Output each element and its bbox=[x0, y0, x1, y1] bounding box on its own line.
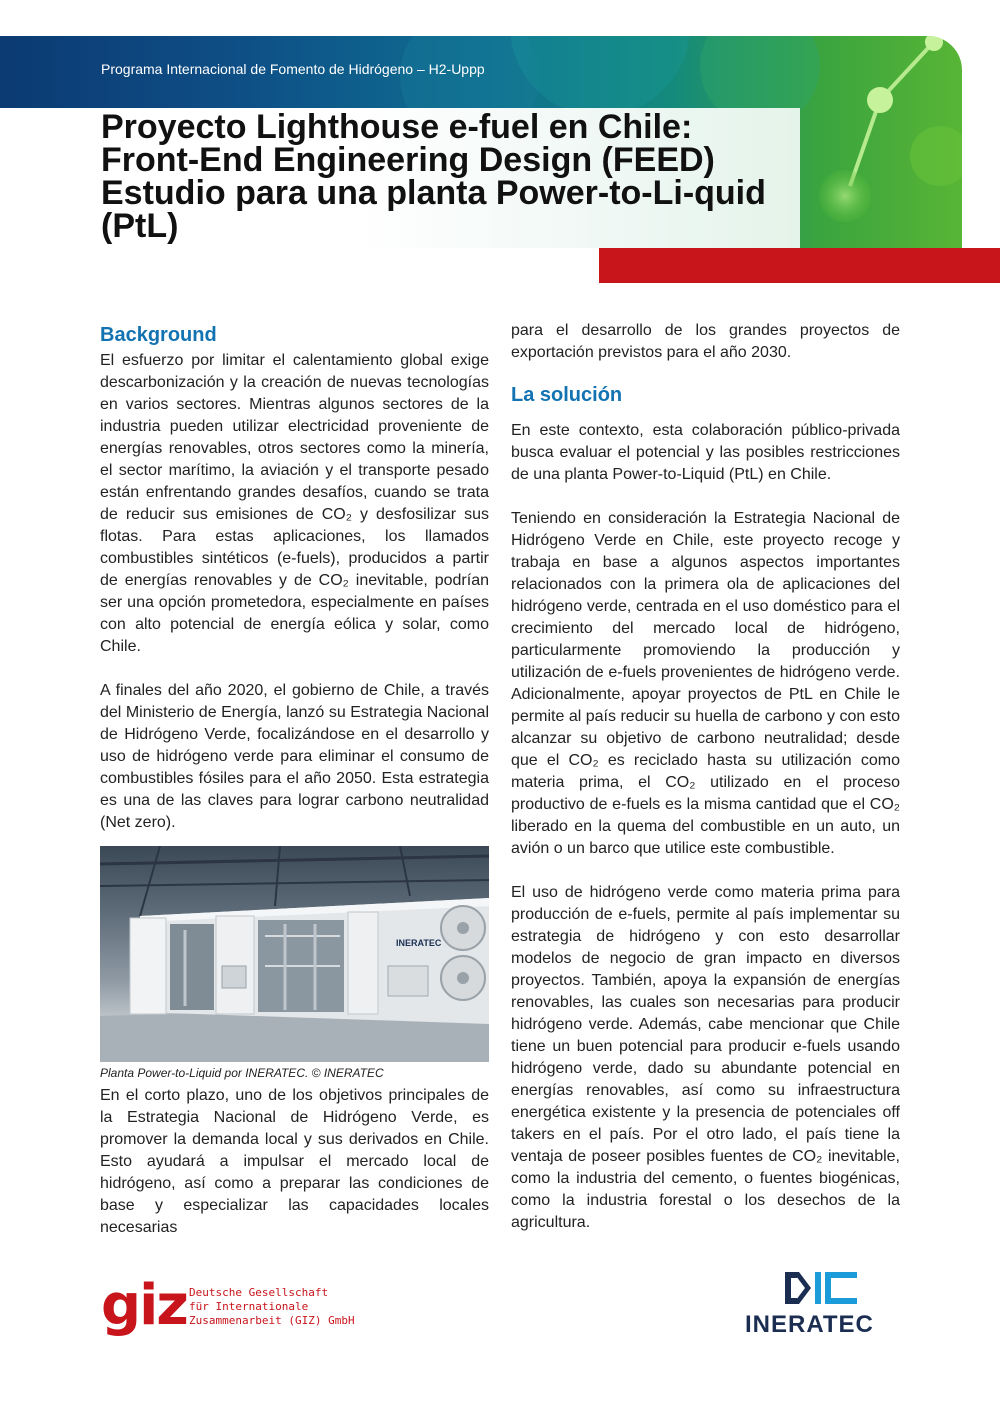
giz-line-1: Deutsche Gesellschaft bbox=[189, 1286, 329, 1299]
paragraph-continuation: para el desarrollo de los grandes proyectos de exportación previstos para el año 2030. bbox=[511, 322, 900, 361]
right-column bbox=[511, 320, 900, 1234]
plant-photo bbox=[100, 846, 489, 1062]
ineratec-logo bbox=[745, 1268, 905, 1340]
left-column bbox=[100, 320, 489, 1239]
giz-line-2: für Internationale bbox=[189, 1300, 309, 1313]
paragraph-solution-1: En este contexto, esta colaboración público-privada busca evaluar el potencial y las posibles restricciones de una planta Power-to-Liquid (PtL) en Chile. bbox=[511, 422, 900, 483]
paragraph-background-2: A finales del año 2020, el gobierno de Chile, a través del Ministerio de Energía, lanzó su Estrategia Nacional de Hidrógeno Verde, focalizándose en el desarrollo y uso de hidrógeno verde para eliminar el consumo de combustibles fósiles para el año 2050. Esta estrategia es una de las claves para lograr carbono neutralidad (Net zero). bbox=[100, 682, 489, 831]
photo-brand-label: INERATEC bbox=[396, 938, 442, 948]
accent-bar bbox=[599, 248, 1000, 283]
paragraph-solution-3: El uso de hidrógeno verde como materia prima para producción de e-fuels, permite al país implementar su estrategia de hidrógeno y con esto desarrollar modelos de negocio de gran impacto en diversos proyectos. También, apoya la expansión de energías renovables, las cuales son necesarias para producir hidrógeno verde. Además, cabe mencionar que Chile tiene un buen potencial para producir e-fuels usando hidrógeno verde, dado su abundante potencial en energías renovables, así como su infraestructura energética existente y la presencia de potenciales off takers en el país. Por el otro lado, el país tiene la ventaja de poseer posibles fuentes de CO₂ inevitable, como la industria del cemento, o fuentes biogénicas, como la industria forestal o los desechos de la agricultura. bbox=[511, 884, 900, 1231]
heading-solution: La solución bbox=[511, 384, 623, 406]
paragraph-solution-2: Teniendo en consideración la Estrategia Nacional de Hidrógeno Verde en Chile, este proyecto recoge y trabaja en base a algunos aspectos importantes relacionados con la primera ola de aplicaciones del hidrógeno verde, centrada en el uso doméstico para el crecimiento del mercado local de hidrógeno, particularmente promoviendo la producción y utilización de e-fuels provenientes de hidrógeno verde. Adicionalmente, apoyar proyectos de PtL en Chile le permite al país reducir su huella de carbono y con esto alcanzar su objetivo de carbono neutralidad; desde que el CO₂ es reciclado hasta su utilización como materia prima, el CO₂ utilizado en el proceso productivo de e-fuels es la misma cantidad que el CO₂ liberado en la quema del combustible en un auto, un avión o un barco que utilice este combustible. bbox=[511, 510, 900, 857]
giz-line-3: Zusammenarbeit (GIZ) GmbH bbox=[189, 1314, 355, 1327]
photo-caption: Planta Power-to-Liquid por INERATEC. © INERATEC bbox=[100, 1066, 384, 1080]
page-title: Proyecto Lighthouse e-fuel en Chile: Front-End Engineering Design (FEED) Estudio para una planta Power-to-Li-quid (PtL) bbox=[101, 108, 766, 245]
ineratec-mark-icon bbox=[745, 1268, 905, 1308]
giz-organization-name bbox=[189, 1286, 355, 1328]
giz-wordmark: giz bbox=[101, 1273, 187, 1338]
heading-background: Background bbox=[100, 324, 217, 346]
ineratec-wordmark: INERATEC bbox=[745, 1311, 874, 1338]
paragraph-background-3: En el corto plazo, uno de los objetivos principales de la Estrategia Nacional de Hidrógeno Verde, es promover la demanda local y sus derivados en Chile. Esto ayudará a impulsar el mercado local de hidrógeno, así como a preparar las condiciones de base y especializar las capacidades locales necesarias bbox=[100, 1087, 489, 1236]
container-plant-illustration bbox=[100, 846, 489, 1062]
giz-logo bbox=[101, 1273, 361, 1342]
paragraph-background-1: El esfuerzo por limitar el calentamiento global exige descarbonización y la creación de nuevas tecnologías en varios sectores. Mientras algunos sectores de la industria pueden utilizar electricidad proveniente de energías renovables, otros sectores como la minería, el sector marítimo, la aviación y el transporte pesado están enfrentando grandes desafíos, cuando se trata de reducir sus emisiones de CO₂ y desfosilizar sus flotas. Para estas aplicaciones, los llamados combustibles sintéticos (e-fuels), producidos a partir de energías renovables y de CO₂ inevitable, podrían ser una opción prometedora, especialmente en países con alto potencial de energía eólica y solar, como Chile. bbox=[100, 352, 489, 655]
program-kicker: Programa Internacional de Fomento de Hidrógeno – H2-Uppp bbox=[101, 61, 485, 77]
